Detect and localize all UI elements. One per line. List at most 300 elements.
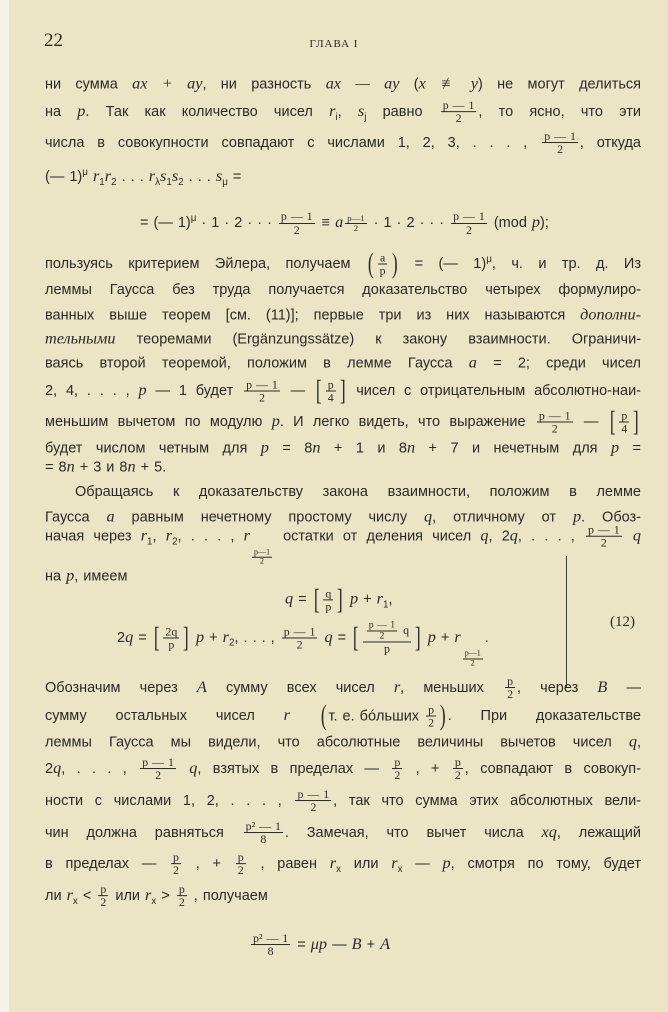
text-run: числа в совокупности совпадают с числами 1, 2, 3, . . . , [45,134,541,151]
numerator [244,820,283,833]
text-run: (mod [488,214,532,231]
display-equation [117,620,489,667]
text-run: p [507,674,513,689]
text-run: ности с числами 1, 2, . . . , [45,792,294,809]
denominator [257,392,267,404]
text-run [290,708,319,724]
text-run: или [341,855,392,872]
math-variable: r [454,627,461,646]
bracket-group [152,623,191,652]
math-variable: q [285,589,294,608]
fraction [295,788,331,814]
open-bracket: [ [609,405,616,438]
subscript: λ [155,176,161,188]
text-run: < [77,887,97,904]
math-variable: s [357,101,365,120]
open-bracket: [ [315,374,322,407]
text-run: на [45,103,78,120]
denominator [308,802,318,814]
text-run: . При доказательстве [447,707,641,724]
numerator [282,625,318,638]
text-line [45,354,641,373]
display-equation [285,585,392,614]
math-variable: x ≢ y [418,74,478,93]
fraction [441,99,477,125]
denominator [599,537,609,549]
math-variable: a [106,507,115,526]
text-line [45,99,641,127]
text-run: p [173,850,179,865]
text-line [45,567,641,586]
fraction [586,524,622,550]
math-variable: r [145,885,152,904]
subscript: 1 [147,536,153,548]
text-run: a [379,250,386,265]
numerator [140,756,176,769]
text-run: p — 1 [538,408,571,423]
fraction [542,130,578,156]
numerator [426,703,436,716]
math-variable: a [335,212,344,231]
math-variable: s [171,166,179,185]
fraction [392,756,402,782]
math-variable: n [312,438,321,457]
denominator [505,689,515,701]
open-bracket: ( [320,699,327,732]
math-variable: r [376,589,383,608]
numerator [441,99,477,112]
numerator [378,251,387,264]
text-run: 8 [267,944,274,959]
text-run: т. е. бóльших [328,707,425,724]
denominator [392,770,402,782]
text-run: в пределах — [45,855,169,872]
text-run: 2 [454,768,461,783]
equation-number: (12) [610,614,635,630]
text-run: p [100,882,107,897]
fraction [323,587,333,613]
math-variable: p [138,380,147,399]
subscript: x [397,863,403,875]
close-bracket: ] [183,621,190,654]
fraction [252,549,272,567]
math-variable: n [406,438,416,457]
text-run: ≡ [316,214,336,231]
numerator [295,788,331,801]
numerator [236,851,246,864]
math-variable: s [215,166,223,185]
math-variable: q [509,526,518,545]
denominator [378,265,388,277]
fraction [251,932,290,958]
fraction [537,409,573,435]
bracket-group [314,374,347,407]
numerator [542,130,578,143]
math-variable: r [66,885,73,904]
text-run: , . . . , [517,528,585,545]
equation-brace [566,556,567,688]
text-run: p — 1 [442,98,475,113]
text-run: 2 [45,760,54,777]
text-run: 2, 4, . . . , [45,382,139,399]
text-run: , смотря по тому, будет [450,855,641,872]
text-run: , через [517,679,598,696]
text-run: сумму всех чисел [206,679,394,696]
close-bracket: ] [339,374,346,407]
text-run: · 1 · 2 · · · [196,214,277,231]
subscript: 1 [166,176,172,188]
text-run: p [621,408,628,423]
math-variable: тельными [45,329,116,348]
numerator [323,587,333,600]
text-run: . [484,629,489,646]
math-variable: p [531,212,541,231]
math-variable: r [283,705,290,724]
text-line [45,788,641,814]
text-run: , так что сумма этих абсолютных вели- [333,792,641,809]
text-run: 4 [621,421,628,436]
text-run: = [293,591,312,608]
text-run: p [394,755,401,770]
text-run: 2 [394,768,401,783]
text-run: 2 [296,637,303,652]
denominator [426,717,436,729]
text-line [45,699,641,732]
text-run: остатки от деления чисел [273,528,481,545]
denominator [166,638,176,650]
fraction [140,756,176,782]
fraction [453,756,463,782]
numerator [177,883,187,896]
math-variable: q [324,627,333,646]
text-run: > [156,887,175,904]
text-run: 2 [455,111,462,126]
text-run: = [619,440,641,457]
open-bracket: [ [353,621,359,654]
bracket-group [319,699,448,732]
text-run: или [110,887,146,904]
text-run: , откуда [579,134,641,151]
denominator [453,770,463,782]
text-line [45,164,641,192]
numerator [392,756,402,769]
bracket-content [328,703,438,729]
denominator [464,224,474,236]
numerator [586,524,622,537]
numerator [326,378,336,391]
text-run: 2 [237,863,244,878]
denominator [382,643,392,655]
text-run: , [636,734,641,751]
text-run: 2 [178,895,185,910]
text-run: равным нечетному простому числу [114,509,425,526]
text-run: p—1 [253,547,270,557]
text-line [45,675,641,701]
text-run: p—1 [347,213,365,224]
text-run: . И легко видеть, что выражение [279,413,535,430]
text-run: = 8 [45,459,67,476]
text-run: q [325,585,332,600]
text-run: + 3 и 8 [74,459,128,476]
text-run: чин должна равняться [45,824,242,841]
math-variable: r [222,627,229,646]
denominator [323,600,333,612]
text-run [624,529,633,545]
text-run: = [292,936,311,953]
text-run: 2 [293,222,300,237]
math-variable: s [160,166,167,185]
text-run: меньшим вычетом по модулю [45,413,272,430]
bracket-group [312,585,345,614]
denominator [555,144,565,156]
bracket-group [366,247,399,280]
text-run: + [358,591,377,608]
text-line [45,851,641,879]
subscript: 2 [228,637,235,649]
text-run: , то ясно, что эти [478,103,641,120]
math-variable: p [195,627,205,646]
math-variable: p [427,627,436,646]
subscript: 1 [99,176,105,188]
text-run: + [435,629,455,646]
bracket-content [161,625,181,651]
numerator [619,409,629,422]
bracket-content [376,251,390,277]
math-variable: A [380,934,390,953]
text-run: 2 [259,390,265,405]
text-run [178,761,189,777]
subscript: x [72,895,78,907]
text-line [45,374,642,407]
math-variable: xq [541,822,557,841]
text-run: + [361,936,381,953]
text-run: = (— 1) [399,255,487,272]
fraction [426,703,436,729]
text-run: + 5. [135,459,167,476]
numerator [244,378,280,391]
text-run: = [332,629,352,646]
text-run: p—1 [464,648,481,658]
text-run: 2 [353,223,359,234]
text-run: p — 1 [246,377,278,392]
denominator [352,224,360,233]
math-variable: p [271,411,280,430]
fraction [282,625,318,651]
text-run: 2 [507,687,513,702]
text-run: + 7 и нечетным для [415,440,611,457]
close-bracket: ) [391,247,398,280]
denominator [326,392,336,404]
display-equation [140,210,549,236]
text-run: , [152,528,166,545]
text-run: леммы Гаусса без труда получается доказательство четырех формулиро- [45,282,641,298]
denominator [454,113,464,125]
text-line [45,483,641,501]
text-run: ли [45,887,67,904]
denominator [171,865,181,877]
subscript: i [335,111,338,123]
text-run: Обращаясь к доказательству закона взаимности, положим в лемме [75,484,641,500]
text-run: p — 1 [280,209,313,224]
denominator [295,638,305,650]
text-run: p² — 1 [253,931,289,946]
text-run: теоремами (Ergänzungssätze) к закону взаимности. Ограничи- [115,331,641,348]
text-line [45,458,641,477]
text-run: + [204,629,223,646]
math-variable: ax + ay [132,74,203,93]
text-run: · 1 · 2 · · · [368,214,450,231]
text-run: 2 [428,715,435,730]
text-line [45,130,641,156]
text-run: = [227,168,242,185]
text-line [45,820,641,846]
math-variable: p [77,101,86,120]
bracket-group [351,620,423,655]
open-bracket: [ [313,583,320,616]
fraction [171,851,181,877]
text-run: p — 1 [368,619,396,631]
denominator [266,946,276,958]
math-variable: p [260,438,269,457]
text-run: Обозначим через [45,679,197,696]
text-line [45,281,641,299]
text-run: + 1 и 8 [320,440,407,457]
text-run: 2 [557,142,564,157]
superscript: μ [82,167,88,179]
text-line [45,306,641,325]
text-run: , + [404,760,451,777]
text-run: . Обоз- [581,509,641,526]
fraction [367,620,397,641]
text-run: 2 [551,421,558,436]
text-run: p [327,377,334,392]
math-variable: r [393,677,401,696]
fraction [177,883,187,909]
fraction [279,210,315,236]
fraction [619,409,629,435]
numerator [98,883,108,896]
text-run: 2 [310,800,317,815]
text-run: ) не могут делиться [478,76,641,93]
numerator [363,620,411,642]
text-run: , отличному от [432,509,573,526]
text-run: 4 [327,390,334,405]
display-equation [249,932,390,958]
math-variable: r [329,101,336,120]
text-run: p [454,755,461,770]
text-run: пользуясь критерием Эйлера, получаем [45,255,366,272]
bracket-content [361,620,413,655]
math-variable: r [391,853,398,872]
subscript: 2 [172,536,178,548]
denominator [619,423,629,435]
subscript: 1 [382,599,389,611]
text-run: начая через [45,528,141,545]
fraction [244,820,283,846]
text-run: ваясь второй теоремой, положим в лемме Гаусса [45,355,469,372]
math-variable: p [66,566,75,585]
text-line [45,883,641,911]
close-bracket: ] [633,405,640,438]
text-line [45,75,641,94]
bracket-content [617,409,631,435]
text-run: , совпадают в совокуп- [464,760,641,777]
numerator [163,625,179,638]
math-variable: q [189,758,198,777]
subscript: 2 [111,176,117,188]
denominator [177,897,187,909]
text-run: ни сумма [45,76,133,93]
numerator [505,675,515,688]
text-run: . Замечая, что вычет числа [284,824,542,841]
text-run: , 2 [488,528,510,545]
text-run: p [237,850,244,865]
text-run: , + [182,855,234,872]
math-variable: a [468,353,477,372]
numerator [171,851,181,864]
text-run: p [168,637,175,652]
denominator [550,423,560,435]
text-run: 2 [600,536,607,551]
math-variable: A [196,677,207,696]
denominator [98,897,108,909]
running-title: ГЛАВА I [309,38,359,50]
text-run: 2 [466,222,472,237]
text-run: леммы Гаусса мы видели, что абсолютные величины вычетов чисел [45,734,629,751]
text-run: , [388,591,393,608]
fraction [244,378,280,404]
text-run: 2 [259,556,264,566]
numerator [279,210,315,223]
text-run: 2 [117,629,126,646]
denominator [258,558,266,566]
close-bracket: ) [439,699,446,732]
math-variable: p [442,853,451,872]
subscript: x [336,863,342,875]
text-run: , равен [247,855,330,872]
numerator [251,932,290,945]
page-number: 22 [44,30,63,51]
text-run: , . . . , [61,760,139,777]
open-bracket: [ [153,621,160,654]
text-line [45,405,641,438]
text-run: 2q [165,623,178,638]
math-variable: r [148,166,156,185]
fraction [378,251,388,277]
fraction [345,214,366,233]
text-run: , [337,103,358,120]
text-run: = [133,629,152,646]
text-run: p [178,882,185,897]
math-variable: r [329,853,337,872]
math-variable: дополни- [580,305,641,324]
text-run: p — 1 [588,522,620,537]
text-run: — 1 будет [146,382,243,399]
math-variable: r [92,166,100,185]
text-run: = 8 [268,440,313,457]
denominator [258,834,268,846]
math-variable: μp [310,934,328,953]
denominator [153,770,163,782]
text-run: p — 1 [453,209,485,224]
text-line [45,439,641,458]
text-run: = 2; среди чисел [476,355,641,372]
text-run: . . . [116,168,149,185]
fraction [463,650,483,668]
text-run: равно [366,103,439,120]
page-edge [0,0,9,1012]
text-run: p [325,599,332,614]
